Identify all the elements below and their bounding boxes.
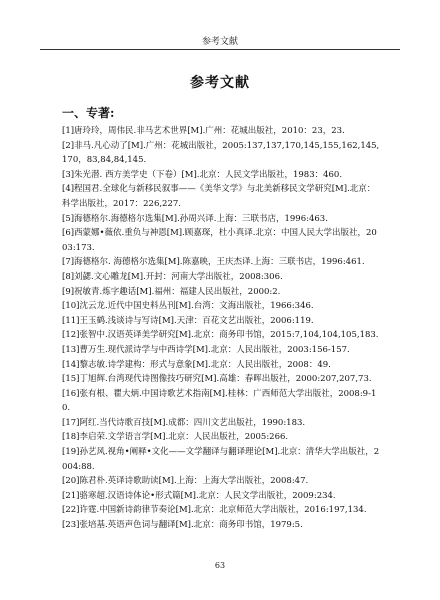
reference-item: [7]海德格尔. 海德格尔选集[M].陈嘉映，王庆杰译.上海：三联书店，1996:461. <box>62 257 365 268</box>
reference-item: [18]李启荣.文学语言学[M].北京：人民出版社，2005:266. <box>62 432 289 443</box>
header-divider <box>40 49 400 50</box>
reference-item: [11]王玉鹤.浅谈诗与写诗[M].天津：百花文艺出版社，2006:119. <box>62 315 314 326</box>
running-header: 参考文献 <box>201 37 238 47</box>
reference-item: [14]黎志敏.诗学建构：形式与意象[M].北京：人民出版社，2008：49. <box>62 359 331 370</box>
reference-item: [3]朱光潜. 西方美学史（下卷）[M].北京：人民文学出版社，1983：460. <box>62 169 343 180</box>
reference-item: [13]曹万生.现代派诗学与中西诗学[M].北京：人民出版社，2003:156-157. <box>62 344 350 355</box>
reference-list <box>62 124 380 533</box>
reference-item: [12]张智中.汉语英译美学研究[M].北京：商务印书馆，2015:7,104,104,105,183. <box>62 330 379 341</box>
page-title: 参考文献 <box>190 75 250 91</box>
reference-item: [8]刘勰.文心雕龙[M].开封：河南大学出版社，2008:306. <box>62 271 283 282</box>
reference-item: [6]西蒙娜•薇依.重负与神恩[M].顾嘉琛，杜小真译.北京：中国人民大学出版社，2003:173. <box>62 228 377 253</box>
reference-item: [4]程国君.全球化与新移民叙事——《美华文学》与北美新移民文学研究[M].北京：科学出版社，2017：226,227. <box>62 184 376 209</box>
reference-item: [9]祝敏青.炼字趣话[M].福州：福建人民出版社，2000:2. <box>62 286 281 297</box>
reference-item: [5]海德格尔.海德格尔选集[M].孙周兴译.上海：三联书店，1996:463. <box>62 213 328 224</box>
section-heading: 一、专著: <box>62 106 115 120</box>
reference-item: [15]丁旭辉.台湾现代诗图像技巧研究[M].高雄：春晖出版社，2000:207,207,73. <box>62 374 372 385</box>
reference-item: [22]许霆.中国新诗韵律节奏论[M].北京：北京师范大学出版社，2016:197,134. <box>62 505 367 516</box>
reference-item: [19]孙艺风.视角•阐释•文化——文学翻译与翻译理论[M].北京：清华大学出版社，2004:88. <box>62 447 380 472</box>
reference-item: [2]非马.凡心动了[M].广州：花城出版社，2005:137,137,170,145,155,162,145,170，83,84,84,145. <box>62 140 380 166</box>
page-number: 63 <box>214 561 226 570</box>
reference-item: [21]骆寒超.汉语诗体论•形式篇[M].北京：人民文学出版社，2009:234. <box>62 490 336 501</box>
reference-item: [23]张培基.英语声色词与翻译[M].北京：商务印书馆，1979:5. <box>62 520 303 531</box>
reference-item: [16]张有根、瞿大炳.中国诗歌艺术指南[M].桂林：广西师范大学出版社，2008:9-10. <box>62 388 377 414</box>
reference-item: [1]唐玲玲，周伟民.非马艺术世界[M].广州：花城出版社，2010：23，23. <box>62 126 345 136</box>
reference-item: [20]陈君朴.英译诗歌助读[M].上海：上海大学出版社，2008:47. <box>62 476 309 487</box>
reference-item: [17]阿红.当代诗歌百技[M].成都：四川文艺出版社，1990:183. <box>62 417 306 428</box>
reference-item: [10]沈云龙.近代中国史料丛刊[M].台湾：文海出版社，1966:346. <box>62 301 314 312</box>
